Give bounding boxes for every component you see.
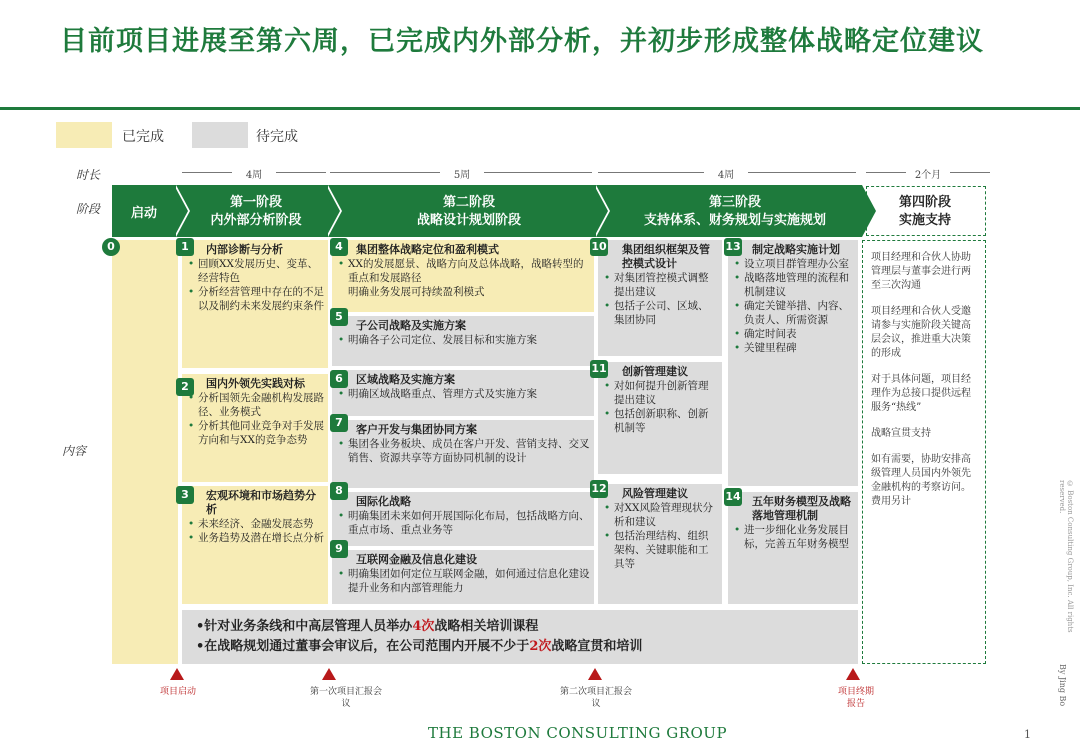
title-divider — [0, 107, 1080, 110]
task-bullet: • 未来经济、金融发展态势 — [186, 517, 324, 531]
step-number: 11 — [590, 360, 608, 378]
task-title: 客户开发与集团协同方案 — [356, 423, 477, 436]
legend-todo-swatch — [192, 122, 248, 148]
phase-1-desc: 内外部分析阶段 — [210, 213, 302, 228]
task-title: 宏观环境和市场趋势分析 — [206, 489, 316, 516]
task-title: 集团整体战略定位和盈利模式 — [356, 243, 499, 256]
step-number: 0 — [102, 238, 120, 256]
milestone-label: 第一次项目汇报会议 — [309, 687, 382, 709]
milestone-marker — [322, 668, 336, 680]
step-number: 7 — [330, 414, 348, 432]
training-line-2 — [196, 637, 844, 657]
milestone-label: 项目终期报告 — [837, 687, 874, 709]
task-bullet: • 对如何提升创新管理提出建议 — [602, 379, 718, 407]
row-label-content: 内容 — [62, 444, 87, 458]
step-number: 9 — [330, 540, 348, 558]
support-note: 项目经理和合伙人受邀请参与实施阶段关键高层会议，推进重大决策的形成 — [871, 306, 971, 359]
phase-divider — [326, 185, 340, 237]
task-title: 制定战略实施计划 — [752, 243, 840, 256]
signature: By Jing Bo — [1058, 664, 1067, 707]
training-text: •在战略规划通过董事会审议后，在公司范围内开展不少于 — [196, 639, 530, 654]
task-card-4 — [332, 240, 594, 312]
phase-4-desc: 实施支持 — [898, 213, 951, 228]
support-note: 项目经理和合伙人协助管理层与董事会进行两至三次沟通 — [871, 252, 971, 291]
milestone-marker — [170, 668, 184, 680]
support-note: 对于具体问题，项目经理作为总接口提供远程服务“热线” — [871, 374, 971, 413]
task-title: 内部诊断与分析 — [206, 243, 283, 256]
task-bullet: • 包括子公司、区域、集团协同 — [602, 299, 718, 327]
task-card-10 — [598, 240, 722, 356]
task-bullet: • 包括治理结构、组织架构、关键职能和工具等 — [602, 529, 718, 571]
task-title: 国内外领先实践对标 — [206, 377, 305, 390]
task-title: 国际化战略 — [356, 495, 411, 508]
task-card-6 — [332, 370, 594, 416]
phase-4 — [870, 194, 980, 230]
milestone-label: 项目启动 — [159, 687, 196, 697]
task-title: 五年财务模型及战略落地管理机制 — [752, 495, 851, 522]
copyright-note: © Boston Consulting Group, Inc. All rights reserved. — [1058, 480, 1074, 633]
training-text: •针对业务条线和中高层管理人员举办 — [196, 619, 413, 634]
task-bullet: • 明确集团如何定位互联网金融，如何通过信息化建设提升业务和内部管理能力 — [336, 567, 590, 595]
training-count: 2次 — [529, 639, 552, 654]
task-bullet: • 分析国领先金融机构发展路径、业务模式 — [186, 391, 324, 419]
task-bullet: • 分析其他同业竞争对手发展方向和与XX的竞争态势 — [186, 419, 324, 447]
phase-4-name: 第四阶段 — [898, 195, 951, 210]
task-bullet: • 包括创新职称、创新机制等 — [602, 407, 718, 435]
task-card-14 — [728, 492, 858, 604]
milestone-marker — [588, 668, 602, 680]
task-bullet: • 关键里程碑 — [732, 341, 854, 355]
task-title: 互联网金融及信息化建设 — [356, 553, 477, 566]
task-bullet: • 明确区域战略重点、管理方式及实施方案 — [336, 387, 590, 401]
phase-divider — [594, 185, 608, 237]
step-number: 10 — [590, 238, 608, 256]
step-number: 6 — [330, 370, 348, 388]
phase-2 — [344, 194, 594, 230]
task-title: 子公司战略及实施方案 — [356, 319, 466, 332]
task-bullet: • 对集团管控模式调整提出建议 — [602, 271, 718, 299]
legend-done-label: 已完成 — [122, 129, 164, 145]
task-bullet: • XX的发展愿景、战略方向及总体战略，战略转型的重点和发展路径 — [336, 257, 590, 285]
duration-3: 4周 — [704, 166, 748, 181]
task-bullet: • 设立项目群管理办公室 — [732, 257, 854, 271]
step-number: 13 — [724, 238, 742, 256]
task-title: 集团组织框架及管控模式设计 — [622, 243, 710, 270]
legend-todo-label: 待完成 — [256, 129, 298, 145]
task-card-5 — [332, 316, 594, 366]
company-logo: THE BOSTON CONSULTING GROUP — [428, 724, 728, 742]
phase-3-desc: 支持体系、财务规划与实施规划 — [643, 213, 826, 228]
task-bullet: • 确定关键举措、内容、负责人、所需资源 — [732, 299, 854, 327]
duration-2: 5周 — [440, 166, 484, 181]
task-note: 明确业务发展可持续盈利模式 — [348, 286, 485, 298]
phase-start: 启动 — [130, 206, 157, 221]
milestone-marker — [846, 668, 860, 680]
phase-2-name: 第二阶段 — [442, 195, 495, 210]
step-number: 3 — [176, 486, 194, 504]
task-card-8 — [332, 492, 594, 546]
page-number: 1 — [1024, 728, 1031, 741]
training-line-1 — [196, 617, 844, 637]
task-bullet: • 明确集团未来如何开展国际化布局，包括战略方向、重点市场、重点业务等 — [336, 509, 590, 537]
task-bullet: • 对XX风险管理现状分析和建议 — [602, 501, 718, 529]
task-bullet: • 分析经营管理中存在的不足以及制约未来发展约束条件 — [186, 285, 324, 313]
support-note: 如有需要，协助安排高级管理人员国内外领先金融机构的考察访问。费用另计 — [871, 454, 971, 507]
phase-1-name: 第一阶段 — [229, 195, 282, 210]
training-count: 4次 — [412, 619, 435, 634]
step-number: 8 — [330, 482, 348, 500]
phase-3-name: 第三阶段 — [708, 195, 761, 210]
step-number: 14 — [724, 488, 742, 506]
step-number: 4 — [330, 238, 348, 256]
step-number: 12 — [590, 480, 608, 498]
task-bullet: • 明确各子公司定位、发展目标和实施方案 — [336, 333, 590, 347]
task-bullet: • 回顾XX发展历史、变革、经营特色 — [186, 257, 324, 285]
task-bullet: • 进一步细化业务发展目标，完善五年财务模型 — [732, 523, 854, 551]
task-title: 区域战略及实施方案 — [356, 373, 455, 386]
task-card-11 — [598, 362, 722, 474]
task-card-2 — [182, 374, 328, 482]
task-card-7 — [332, 420, 594, 488]
page-title: 目前项目进展至第六周，已完成内外部分析，并初步形成整体战略定位建议 — [60, 26, 984, 57]
start-column — [112, 240, 178, 664]
duration-4: 2个月 — [906, 166, 950, 181]
implementation-support-panel — [862, 240, 986, 664]
task-card-3 — [182, 486, 328, 604]
duration-1: 4周 — [232, 166, 276, 181]
task-bullet: • 集团各业务板块、成员在客户开发、营销支持、交叉销售、资源共享等方面协同机制的设计 — [336, 437, 590, 465]
task-card-13 — [728, 240, 858, 486]
support-note: 战略宣贯支持 — [871, 428, 931, 439]
training-text: 战略相关培训课程 — [434, 619, 539, 634]
milestone-label: 第二次项目汇报会议 — [559, 687, 632, 709]
step-number: 5 — [330, 308, 348, 326]
phase-2-desc: 战略设计规划阶段 — [416, 213, 521, 228]
task-title: 创新管理建议 — [622, 365, 688, 378]
task-card-1 — [182, 240, 328, 368]
task-card-12 — [598, 484, 722, 604]
task-bullet: • 确定时间表 — [732, 327, 854, 341]
phase-3 — [610, 194, 860, 230]
task-bullet: • 战略落地管理的流程和机制建议 — [732, 271, 854, 299]
step-number: 2 — [176, 378, 194, 396]
legend-done-swatch — [56, 122, 112, 148]
training-summary — [182, 610, 858, 664]
task-bullet: • 业务趋势及潜在增长点分析 — [186, 531, 324, 545]
row-label-stage: 阶段 — [76, 202, 101, 216]
training-text: 战略宣贯和培训 — [551, 639, 643, 654]
step-number: 1 — [176, 238, 194, 256]
phase-1 — [186, 194, 326, 230]
task-title: 风险管理建议 — [622, 487, 688, 500]
row-label-duration: 时长 — [76, 168, 101, 182]
task-card-9 — [332, 550, 594, 604]
